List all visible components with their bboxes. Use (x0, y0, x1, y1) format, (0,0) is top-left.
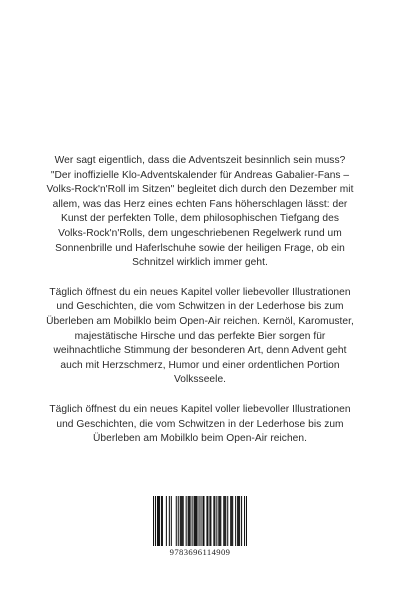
barcode-bar (241, 496, 242, 546)
barcode-bar (219, 496, 220, 546)
barcode-bar (235, 496, 236, 546)
barcode-bar (199, 496, 200, 546)
barcode-bar (200, 496, 201, 546)
barcode-bar (178, 496, 179, 546)
barcode-bar (244, 496, 245, 546)
barcode-bar (155, 496, 156, 546)
barcode-box (150, 494, 250, 566)
barcode-icon (153, 496, 247, 546)
blurb-paragraph-3: Täglich öffnest du ein neues Kapitel voller liebevoller Illustrationen und Geschichten, die vom Schwitzen in der Lederhose bis zum Überleben am Mobilklo beim Open-Air reichen. (49, 403, 351, 445)
barcode-bar (182, 496, 183, 546)
blurb-text (46, 154, 354, 462)
barcode-bar (194, 496, 195, 546)
barcode-bar (192, 496, 193, 546)
barcode-bar (246, 496, 247, 546)
barcode-bar (188, 496, 189, 546)
barcode-bar (180, 496, 181, 546)
barcode-bar (225, 496, 226, 546)
barcode-bar (153, 496, 154, 546)
barcode-bar (223, 496, 224, 546)
barcode-bar (237, 496, 238, 546)
barcode-bar (206, 496, 207, 546)
barcode-bar (203, 496, 204, 546)
barcode-bar (239, 496, 240, 546)
barcode-bar (231, 496, 232, 546)
barcode-bar (159, 496, 160, 546)
barcode-bar (209, 496, 210, 546)
barcode-bar (195, 496, 196, 546)
barcode-bar (169, 496, 170, 546)
barcode-bar (210, 496, 211, 546)
barcode-bar (207, 496, 208, 546)
barcode-bar (220, 496, 221, 546)
barcode-bar (232, 496, 233, 546)
barcode-bar (227, 496, 228, 546)
barcode-bar (196, 496, 197, 546)
barcode-bar (158, 496, 159, 546)
blurb-paragraph-1: Wer sagt eigentlich, dass die Adventszeit besinnlich sein muss? "Der inoffizielle Klo-Adventskalender für Andreas Gabalier-Fans – Volks-Rock'n'Roll im Sitzen" begleitet dich durch den Dezember mit allem, was das Herz eines echten Fans höherschlagen lässt: der Kunst der perfekten Tolle, dem philosophischen Tiefgang des Volks-Rock'n'Rolls, dem ungeschriebenen Regelwerk rund um Sonnenbrille und Haferlschuhe sowie der heiligen Frage, ob ein Schnitzel wirklich immer geht. (46, 155, 354, 269)
barcode-bar (190, 496, 191, 546)
barcode-bar (224, 496, 225, 546)
barcode-bar (162, 496, 163, 546)
barcode-bar (161, 496, 162, 546)
barcode-bar (230, 496, 231, 546)
barcode-bar (238, 496, 239, 546)
barcode-bar (171, 496, 172, 546)
isbn-number: 9783696114909 (169, 547, 231, 557)
barcode-bar (197, 496, 198, 546)
barcode-bar (183, 496, 184, 546)
barcode-bar (216, 496, 217, 546)
barcode-bar (214, 496, 215, 546)
barcode-bar (157, 496, 158, 546)
blurb-paragraph-2: Täglich öffnest du ein neues Kapitel voller liebevoller Illustrationen und Geschichten, die vom Schwitzen in der Lederhose bis zum Überleben am Mobilklo beim Open-Air reichen. Kernöl, Karomuster, majestätische Hirsche und das perfekte Bier sorgen für weihnachtliche Stimmung der besonderen Art, denn Advent geht auch mit Herzschmerz, Humor und einer ordentlichen Portion Volksseele. (46, 286, 354, 386)
barcode-bar (166, 496, 167, 546)
barcode-bar (218, 496, 219, 546)
barcode-bar (186, 496, 187, 546)
barcode-bar (202, 496, 203, 546)
barcode-bar (181, 496, 182, 546)
barcode-bar (213, 496, 214, 546)
barcode-bar (189, 496, 190, 546)
barcode-bar (176, 496, 177, 546)
